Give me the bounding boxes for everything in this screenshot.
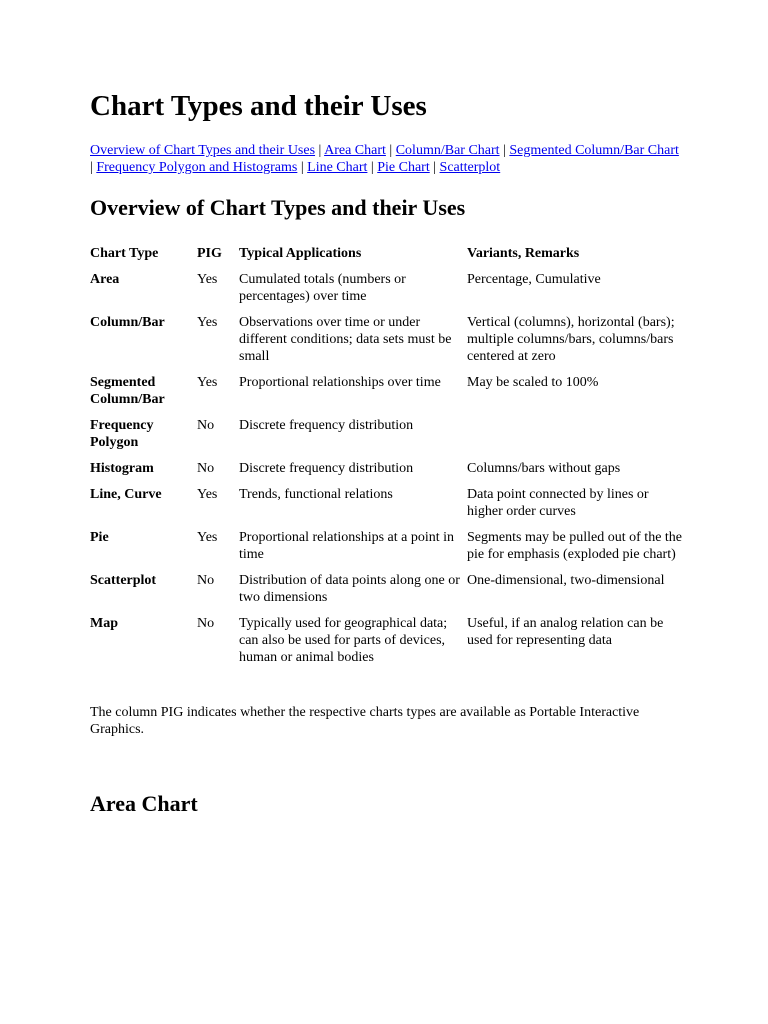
cell-applications: Trends, functional relations — [239, 487, 393, 502]
table-row — [90, 571, 682, 612]
cell-applications: Observations over time or under different conditions; data sets must be small — [239, 315, 452, 364]
cell-chart-type: Column/Bar — [90, 315, 165, 330]
cell-pig: Yes — [197, 315, 218, 330]
cell-remarks: May be scaled to 100% — [467, 375, 599, 390]
cell-chart-type: Frequency Polygon — [90, 418, 154, 450]
nav-separator: | — [389, 143, 393, 158]
cell-pig: Yes — [197, 530, 218, 545]
overview-heading: Overview of Chart Types and their Uses — [90, 195, 466, 220]
nav-link-frequency-polygon[interactable]: Frequency Polygon and Histograms — [96, 160, 298, 175]
table-row — [90, 614, 682, 672]
cell-remarks: Data point connected by lines or higher order curves — [467, 487, 649, 519]
table-header-row — [90, 244, 682, 268]
cell-remarks: Columns/bars without gaps — [467, 461, 621, 476]
cell-pig: No — [197, 418, 215, 433]
table-row — [90, 459, 682, 483]
nav-link-line-chart[interactable]: Line Chart — [307, 160, 368, 175]
cell-applications: Typically used for geographical data; can also be used for parts of devices, human or animal bodies — [239, 616, 448, 665]
table-row — [90, 528, 682, 569]
cell-chart-type: Map — [90, 616, 118, 631]
cell-chart-type: Pie — [90, 530, 109, 545]
cell-remarks: Vertical (columns), horizontal (bars); multiple columns/bars, columns/bars centered at zero — [467, 315, 675, 364]
cell-applications: Distribution of data points along one or two dimensions — [239, 573, 460, 605]
nav-separator: | — [370, 160, 374, 175]
page-title: Chart Types and their Uses — [90, 90, 427, 122]
cell-pig: Yes — [197, 487, 218, 502]
pig-note: The column PIG indicates whether the respective charts types are available as Portable Interactive Graphics. — [90, 705, 640, 737]
cell-pig: Yes — [197, 375, 218, 390]
table-row — [90, 416, 682, 457]
table-row — [90, 373, 682, 414]
cell-pig: Yes — [197, 272, 218, 287]
header-remarks: Variants, Remarks — [467, 246, 580, 261]
cell-remarks: One-dimensional, two-dimensional — [467, 573, 665, 588]
cell-remarks: Useful, if an analog relation can be used for representing data — [467, 616, 664, 648]
nav-link-area-chart[interactable]: Area Chart — [324, 143, 386, 158]
cell-chart-type: Area — [90, 272, 120, 287]
table-row — [90, 485, 682, 526]
area-chart-heading: Area Chart — [90, 791, 198, 816]
nav-link-pie-chart[interactable]: Pie Chart — [377, 160, 430, 175]
cell-remarks: Segments may be pulled out of the the pie for emphasis (exploded pie chart) — [467, 530, 683, 562]
cell-pig: No — [197, 461, 215, 476]
cell-applications: Discrete frequency distribution — [239, 461, 414, 476]
cell-pig: No — [197, 573, 215, 588]
nav-link-overview[interactable]: Overview of Chart Types and their Uses — [90, 143, 316, 158]
cell-applications: Cumulated totals (numbers or percentages) over time — [239, 272, 406, 304]
nav-link-segmented-chart[interactable]: Segmented Column/Bar Chart — [509, 143, 679, 158]
nav-separator: | — [300, 160, 304, 175]
header-applications: Typical Applications — [239, 246, 362, 261]
cell-chart-type: Scatterplot — [90, 573, 157, 588]
chart-types-table — [88, 242, 684, 674]
cell-chart-type: Histogram — [90, 461, 154, 476]
cell-applications: Proportional relationships at a point in time — [239, 530, 455, 562]
section-nav — [90, 142, 680, 176]
nav-separator: | — [90, 160, 93, 175]
cell-applications: Discrete frequency distribution — [239, 418, 414, 433]
cell-pig: No — [197, 616, 215, 631]
nav-link-scatterplot[interactable]: Scatterplot — [439, 160, 501, 175]
nav-separator: | — [433, 160, 437, 175]
header-pig: PIG — [197, 246, 222, 261]
table-row — [90, 313, 682, 371]
cell-applications: Proportional relationships over time — [239, 375, 441, 390]
cell-remarks: Percentage, Cumulative — [467, 272, 601, 287]
table-row — [90, 270, 682, 311]
cell-remarks — [467, 416, 682, 457]
cell-chart-type: Line, Curve — [90, 487, 162, 502]
header-chart-type: Chart Type — [90, 246, 159, 261]
nav-link-column-bar-chart[interactable]: Column/Bar Chart — [395, 143, 500, 158]
nav-separator: | — [503, 143, 506, 158]
cell-chart-type: Segmented Column/Bar — [90, 375, 165, 407]
nav-separator: | — [318, 143, 322, 158]
